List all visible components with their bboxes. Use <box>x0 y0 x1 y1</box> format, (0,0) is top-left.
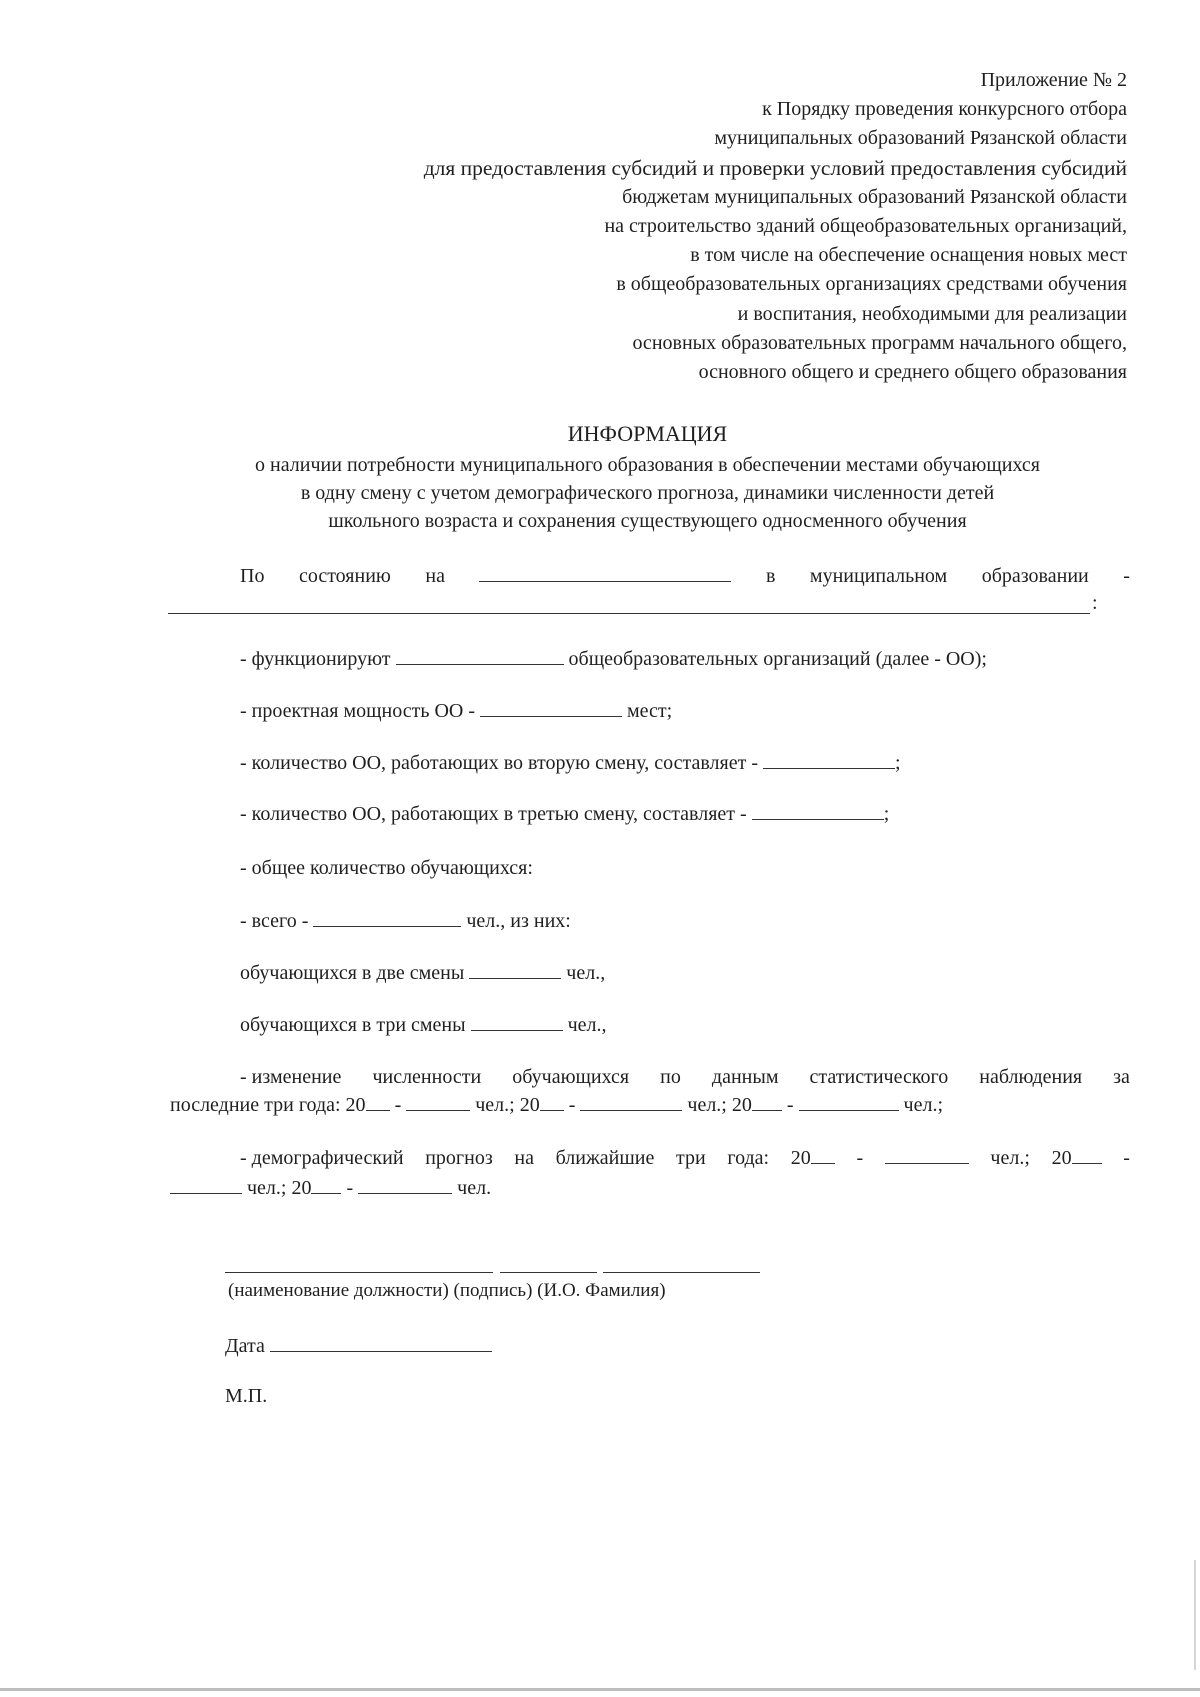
third-shift-label: - количество ОО, работающих в третью смену, составляет - <box>240 803 747 825</box>
scan-right-edge <box>1194 1560 1196 1670</box>
forecast-word: ближайшие <box>555 1147 655 1169</box>
change-year-2-field[interactable] <box>540 1109 564 1111</box>
forecast-value-1-field[interactable] <box>885 1162 969 1164</box>
change-word: наблюдения <box>979 1066 1083 1088</box>
functioning-label: - функционируют <box>240 648 391 670</box>
forecast-year-2-field[interactable] <box>1072 1162 1102 1164</box>
change-dash: - <box>786 1094 794 1116</box>
appendix-line: в общеобразовательных организациях средствами обучения <box>616 273 1127 296</box>
appendix-line: Приложение № 2 <box>980 69 1127 91</box>
third-shift-line <box>240 801 889 827</box>
change-dash: - <box>568 1094 576 1116</box>
signature-blank-field[interactable] <box>500 1272 597 1273</box>
forecast-value-3-field[interactable] <box>358 1192 452 1194</box>
total-students-line: - общее количество обучающихся: <box>240 857 533 879</box>
change-years-label: последние три года: 20 <box>170 1094 366 1116</box>
functioning-line <box>240 646 987 672</box>
change-line-1 <box>240 1064 1130 1090</box>
intro-word: - <box>1123 565 1130 587</box>
second-shift-suffix: ; <box>895 752 901 774</box>
forecast-word: - демографический <box>240 1147 404 1169</box>
forecast-dash: - <box>1123 1147 1130 1169</box>
title-main: ИНФОРМАЦИЯ <box>567 421 728 446</box>
functioning-suffix: общеобразовательных организаций (далее - ОО); <box>568 648 987 670</box>
forecast-dash: - <box>346 1177 354 1199</box>
capacity-label: - проектная мощность ОО - <box>240 700 475 722</box>
signature-date-field[interactable] <box>270 1350 492 1352</box>
change-word: статистического <box>809 1066 949 1088</box>
forecast-year-prefix: 20 <box>1051 1147 1072 1169</box>
forecast-year-group <box>1052 1145 1102 1171</box>
second-shift-label: - количество ОО, работающих во вторую смену, составляет - <box>240 752 758 774</box>
forecast-value-2-field[interactable] <box>170 1192 242 1194</box>
capacity-line <box>240 698 672 724</box>
intro-word: состоянию <box>298 565 391 587</box>
forecast-unit: чел. <box>457 1177 492 1199</box>
appendix-line: в том числе на обеспечение оснащения новых мест <box>690 244 1127 267</box>
all-students-line <box>240 908 571 934</box>
forecast-word: прогноз <box>425 1147 493 1169</box>
intro-word: в <box>765 565 776 587</box>
functioning-count-field[interactable] <box>396 663 564 665</box>
appendix-line: к Порядку проведения конкурсного отбора <box>762 98 1127 121</box>
capacity-field[interactable] <box>480 715 622 717</box>
change-word: - изменение <box>240 1066 342 1088</box>
appendix-line: и воспитания, необходимыми для реализации <box>737 302 1127 325</box>
appendix-line: основных образовательных программ начального общего, <box>632 331 1127 354</box>
appendix-line: основного общего и среднего общего образования <box>698 361 1127 384</box>
two-shifts-label: обучающихся в две смены <box>240 962 465 984</box>
appendix-line: для предоставления субсидий и проверки условий предоставления субсидий <box>423 155 1127 180</box>
change-word: данным <box>711 1066 779 1088</box>
municipality-blank-field[interactable] <box>168 613 1090 614</box>
change-word: обучающихся <box>512 1066 630 1088</box>
title-sub-line: школьного возраста и сохранения существующего односменного обучения <box>328 510 967 532</box>
three-shifts-field[interactable] <box>471 1029 563 1031</box>
forecast-year-1-field[interactable] <box>811 1162 835 1164</box>
two-shifts-suffix: чел., <box>566 962 606 984</box>
change-word: по <box>660 1066 681 1088</box>
third-shift-suffix: ; <box>883 803 890 825</box>
title-sub-line: в одну смену с учетом демографического прогноза, динамики численности детей <box>300 482 995 504</box>
change-year-3-field[interactable] <box>752 1109 782 1111</box>
title-sub-line: о наличии потребности муниципального образования в обеспечении местами обучающихся <box>255 454 1040 476</box>
forecast-line-2 <box>170 1175 491 1201</box>
intro-word: на <box>425 565 445 587</box>
stamp-label: М.П. <box>225 1385 268 1407</box>
forecast-word: на <box>514 1147 534 1169</box>
appendix-line: муниципальных образований Рязанской области <box>714 127 1127 150</box>
second-shift-line <box>240 750 901 776</box>
all-students-label: - всего - <box>240 910 309 932</box>
forecast-dash: - <box>856 1147 864 1169</box>
all-students-field[interactable] <box>313 925 461 927</box>
scan-bottom-edge <box>0 1688 1200 1691</box>
change-word: численности <box>372 1066 482 1088</box>
two-shifts-line <box>240 960 605 986</box>
two-shifts-field[interactable] <box>469 977 561 979</box>
change-value-2-field[interactable] <box>580 1109 682 1111</box>
change-year-1-field[interactable] <box>366 1109 390 1111</box>
change-unit-year: чел.; 20 <box>475 1094 540 1116</box>
intro-word: По <box>240 565 265 587</box>
change-unit: чел.; <box>903 1094 944 1116</box>
appendix-line: бюджетам муниципальных образований Рязанской области <box>622 185 1127 208</box>
forecast-unit-year: чел.; 20 <box>247 1177 312 1199</box>
intro-word: образовании <box>981 565 1089 587</box>
intro-line <box>240 563 1130 589</box>
name-blank-field[interactable] <box>603 1272 760 1273</box>
forecast-year-group <box>791 1145 835 1171</box>
forecast-line-1 <box>240 1145 1130 1171</box>
third-shift-field[interactable] <box>752 818 884 820</box>
forecast-year-3-field[interactable] <box>311 1192 341 1194</box>
change-value-3-field[interactable] <box>799 1109 899 1111</box>
change-unit-year: чел.; 20 <box>687 1094 752 1116</box>
appendix-line: на строительство зданий общеобразовательных организаций, <box>604 215 1127 238</box>
date-line <box>225 1333 492 1359</box>
forecast-year-prefix: 20 <box>790 1147 811 1169</box>
signature-caption: (наименование должности) (подпись) (И.О. Фамилия) <box>228 1280 666 1301</box>
change-dash: - <box>394 1094 402 1116</box>
all-students-suffix: чел., из них: <box>466 910 571 932</box>
second-shift-field[interactable] <box>763 767 895 769</box>
change-word: за <box>1113 1066 1130 1088</box>
intro-end: : <box>1092 592 1098 614</box>
change-line-2 <box>170 1092 943 1118</box>
appendix-header <box>127 66 1127 387</box>
change-value-1-field[interactable] <box>406 1109 470 1111</box>
document-title <box>140 417 1155 535</box>
position-blank-field[interactable] <box>225 1272 493 1273</box>
capacity-suffix: мест; <box>627 700 673 722</box>
forecast-word: года: <box>727 1147 770 1169</box>
forecast-word: три <box>676 1147 706 1169</box>
three-shifts-label: обучающихся в три смены <box>240 1014 466 1036</box>
intro-word: муниципальном <box>809 565 948 587</box>
date-label: Дата <box>225 1335 265 1357</box>
date-blank-field[interactable] <box>479 580 731 582</box>
three-shifts-suffix: чел., <box>567 1014 607 1036</box>
forecast-unit: чел.; <box>990 1147 1030 1169</box>
three-shifts-line <box>240 1012 607 1038</box>
